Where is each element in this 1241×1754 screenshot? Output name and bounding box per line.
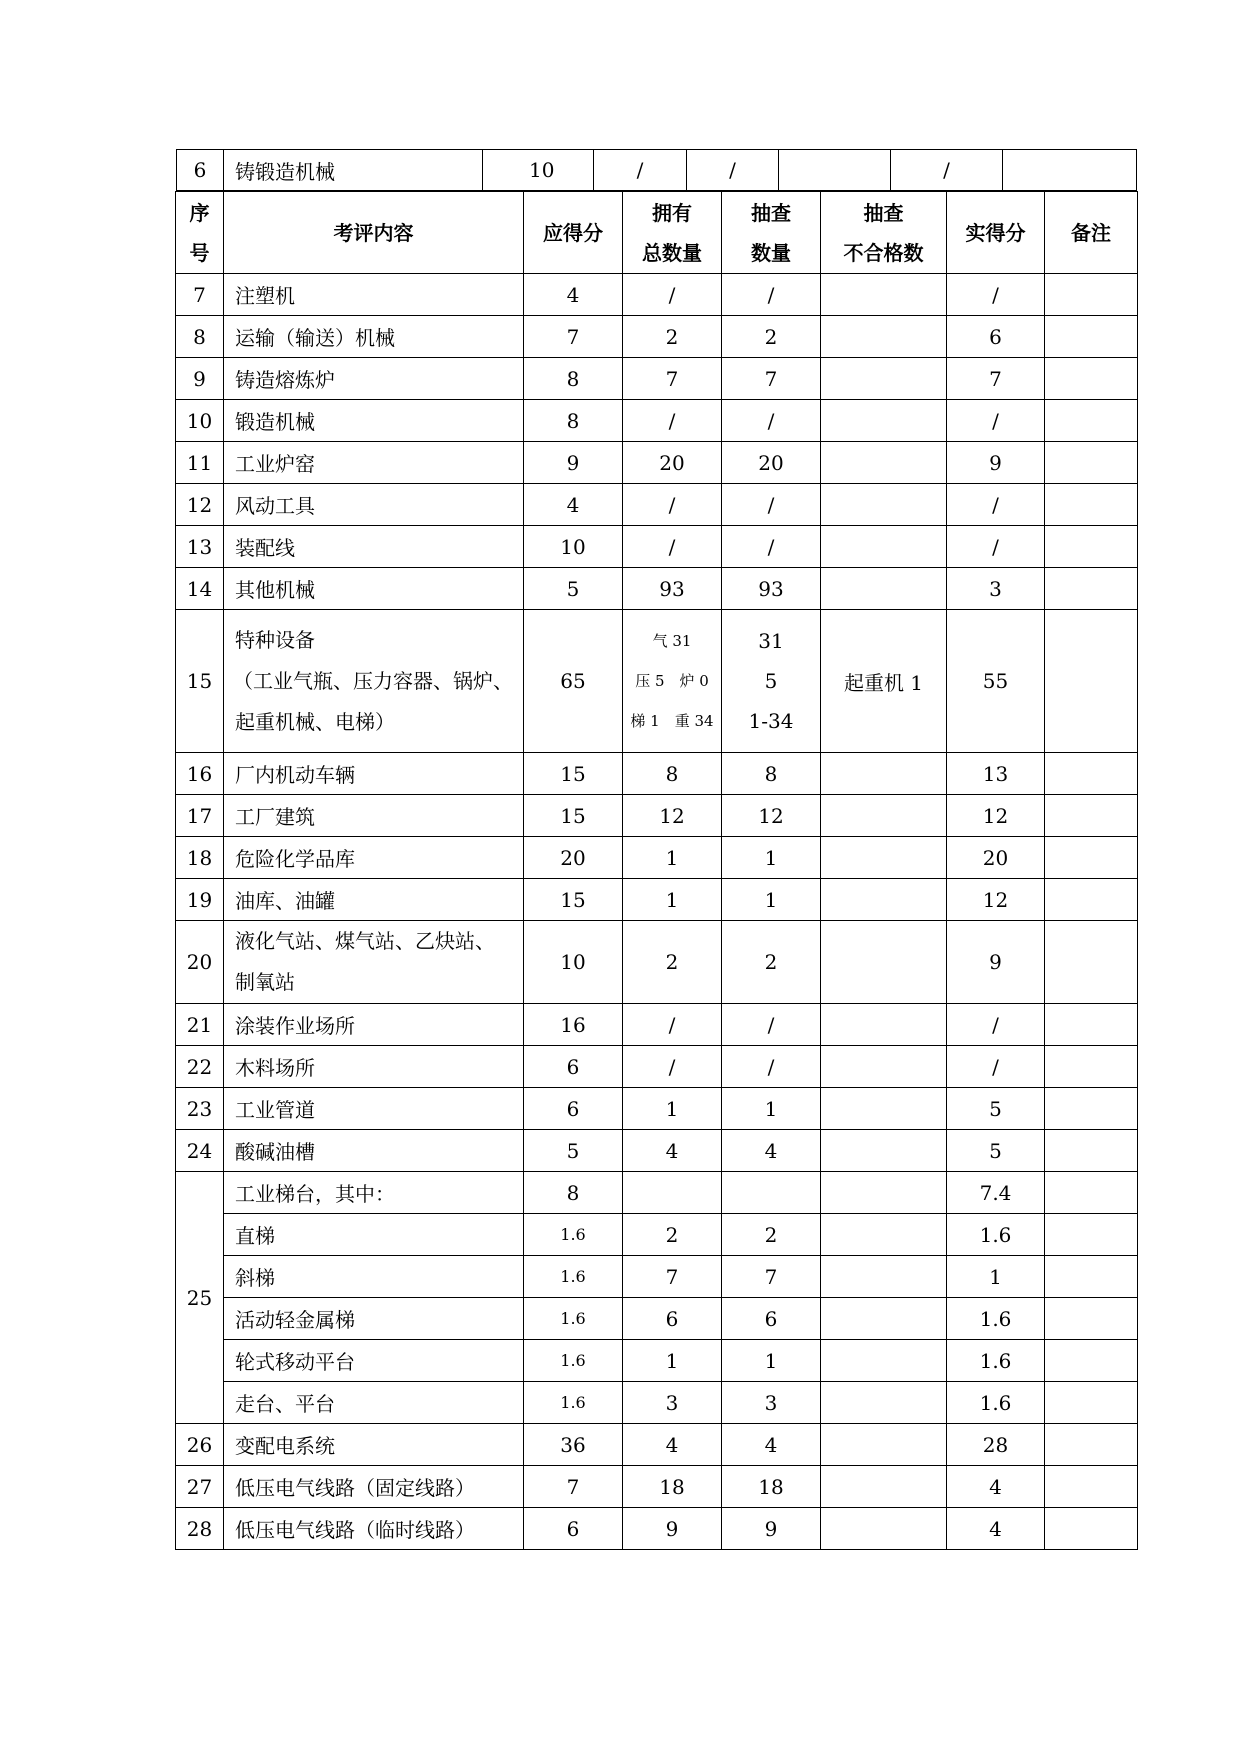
table-row <box>176 1466 1138 1508</box>
row-number: 25 <box>176 1172 224 1424</box>
check-line: 1-34 <box>748 709 794 733</box>
item-name: 危险化学品库 <box>224 837 524 879</box>
item-name: 工业梯台，其中： <box>224 1172 524 1214</box>
actual-cell: 12 <box>947 795 1045 837</box>
actual-cell: 3 <box>947 568 1045 610</box>
note-cell <box>1045 316 1138 358</box>
total-line: 压 5 炉 0 <box>635 672 709 690</box>
header-row <box>176 192 1138 274</box>
table-row <box>177 150 1137 191</box>
cell <box>1003 150 1137 191</box>
fail-cell <box>821 1508 947 1550</box>
check-cell: 8 <box>722 753 821 795</box>
fail-cell <box>821 1130 947 1172</box>
fail-cell <box>821 795 947 837</box>
score-cell: 1.6 <box>524 1382 623 1424</box>
fail-cell <box>821 1424 947 1466</box>
actual-cell: / <box>947 1004 1045 1046</box>
score-cell: 9 <box>524 442 623 484</box>
table-row <box>176 358 1138 400</box>
check-cell: 1 <box>722 1088 821 1130</box>
note-cell <box>1045 526 1138 568</box>
score-cell: 5 <box>524 568 623 610</box>
total-cell: 6 <box>623 1298 722 1340</box>
check-cell: 1 <box>722 879 821 921</box>
item-name: 其他机械 <box>224 568 524 610</box>
header-actual: 实得分 <box>947 192 1045 274</box>
note-cell <box>1045 1382 1138 1424</box>
score-cell: 16 <box>524 1004 623 1046</box>
table-row <box>176 753 1138 795</box>
check-cell: 2 <box>722 1214 821 1256</box>
check-cell: 9 <box>722 1508 821 1550</box>
table-row <box>176 1424 1138 1466</box>
note-cell <box>1045 1046 1138 1088</box>
table-row <box>176 316 1138 358</box>
total-line: 梯 1 重 34 <box>630 712 714 730</box>
row-number: 19 <box>176 879 224 921</box>
item-name: 木料场所 <box>224 1046 524 1088</box>
table-row <box>176 1340 1138 1382</box>
note-cell <box>1045 484 1138 526</box>
header-text: 不合格数 <box>843 240 924 265</box>
item-name: 变配电系统 <box>224 1424 524 1466</box>
item-name: 铸造熔炼炉 <box>224 358 524 400</box>
check-cell: 7 <box>722 358 821 400</box>
row-number: 10 <box>176 400 224 442</box>
check-cell: / <box>722 1004 821 1046</box>
note-cell <box>1045 358 1138 400</box>
item-name: 工业炉窑 <box>224 442 524 484</box>
check-cell <box>722 610 821 753</box>
score-cell: 8 <box>524 400 623 442</box>
item-name: 低压电气线路（固定线路） <box>224 1466 524 1508</box>
header-text: 抽查 <box>751 200 791 225</box>
fail-cell <box>821 1256 947 1298</box>
item-name: 油库、油罐 <box>224 879 524 921</box>
score-cell: 15 <box>524 795 623 837</box>
header-fail <box>821 192 947 274</box>
note-cell <box>1045 753 1138 795</box>
actual-cell: 28 <box>947 1424 1045 1466</box>
total-cell: 93 <box>623 568 722 610</box>
total-cell: 20 <box>623 442 722 484</box>
total-cell: 9 <box>623 1508 722 1550</box>
item-name: 风动工具 <box>224 484 524 526</box>
check-cell: / <box>722 526 821 568</box>
total-cell: / <box>623 274 722 316</box>
row-number: 13 <box>176 526 224 568</box>
item-line: 制氧站 <box>235 970 295 994</box>
header-total <box>623 192 722 274</box>
fail-cell <box>821 526 947 568</box>
row-number: 15 <box>176 610 224 753</box>
total-cell: 2 <box>623 921 722 1004</box>
item-name: 锻造机械 <box>224 400 524 442</box>
score-cell: 4 <box>524 484 623 526</box>
actual-cell: 12 <box>947 879 1045 921</box>
fail-cell <box>821 274 947 316</box>
score-cell: 1.6 <box>524 1214 623 1256</box>
check-cell: 4 <box>722 1424 821 1466</box>
fail-cell <box>821 1004 947 1046</box>
check-cell: 20 <box>722 442 821 484</box>
fail-cell <box>821 442 947 484</box>
note-cell <box>1045 1508 1138 1550</box>
row-number: 22 <box>176 1046 224 1088</box>
actual-cell: 20 <box>947 837 1045 879</box>
item-name: 低压电气线路（临时线路） <box>224 1508 524 1550</box>
row-number: 9 <box>176 358 224 400</box>
actual-cell: / <box>947 526 1045 568</box>
row-number: 11 <box>176 442 224 484</box>
table-row <box>176 568 1138 610</box>
row-number: 21 <box>176 1004 224 1046</box>
total-cell: / <box>623 400 722 442</box>
actual-cell: 1.6 <box>947 1298 1045 1340</box>
row-number: 6 <box>177 150 224 191</box>
fail-cell <box>821 879 947 921</box>
check-cell: 7 <box>722 1256 821 1298</box>
cell: / <box>594 150 687 191</box>
actual-cell: 5 <box>947 1088 1045 1130</box>
score-cell: 10 <box>524 921 623 1004</box>
total-cell: 18 <box>623 1466 722 1508</box>
fail-cell <box>821 1214 947 1256</box>
score-cell: 6 <box>524 1508 623 1550</box>
fail-cell <box>821 1466 947 1508</box>
item-line: 起重机械、电梯） <box>235 709 395 734</box>
table-row <box>176 795 1138 837</box>
fail-cell <box>821 400 947 442</box>
note-cell <box>1045 921 1138 1004</box>
fail-cell <box>821 1382 947 1424</box>
table-row <box>176 526 1138 568</box>
actual-cell: 6 <box>947 316 1045 358</box>
item-name <box>224 921 524 1004</box>
item-line: 液化气站、煤气站、乙炔站、 <box>235 929 495 953</box>
actual-cell: 5 <box>947 1130 1045 1172</box>
actual-cell: 1 <box>947 1256 1045 1298</box>
actual-cell: 4 <box>947 1466 1045 1508</box>
item-name: 斜梯 <box>224 1256 524 1298</box>
check-cell: 4 <box>722 1130 821 1172</box>
row-number: 8 <box>176 316 224 358</box>
header-check <box>722 192 821 274</box>
total-cell: 3 <box>623 1382 722 1424</box>
header-text: 号 <box>189 240 210 265</box>
table-row <box>176 1382 1138 1424</box>
item-name: 直梯 <box>224 1214 524 1256</box>
table-row <box>176 610 1138 753</box>
actual-cell: / <box>947 484 1045 526</box>
total-cell: 1 <box>623 1340 722 1382</box>
score-cell: 1.6 <box>524 1340 623 1382</box>
score-cell: 1.6 <box>524 1256 623 1298</box>
fail-cell <box>821 753 947 795</box>
actual-cell: / <box>947 400 1045 442</box>
note-cell <box>1045 274 1138 316</box>
header-note: 备注 <box>1045 192 1138 274</box>
fail-cell <box>821 484 947 526</box>
fail-cell <box>821 316 947 358</box>
table-row <box>176 274 1138 316</box>
score-cell: 7 <box>524 316 623 358</box>
note-cell <box>1045 610 1138 753</box>
note-cell <box>1045 1004 1138 1046</box>
check-cell <box>722 1172 821 1214</box>
fail-cell <box>821 1088 947 1130</box>
check-line: 5 <box>764 669 778 693</box>
header-content: 考评内容 <box>224 192 524 274</box>
fail-cell <box>821 1172 947 1214</box>
score-cell: 10 <box>524 526 623 568</box>
table-row <box>176 837 1138 879</box>
score-cell: 8 <box>524 358 623 400</box>
cell <box>779 150 891 191</box>
note-cell <box>1045 1298 1138 1340</box>
total-cell: 1 <box>623 879 722 921</box>
total-cell: 8 <box>623 753 722 795</box>
fail-cell <box>821 1340 947 1382</box>
actual-cell: 7.4 <box>947 1172 1045 1214</box>
row-number: 24 <box>176 1130 224 1172</box>
actual-cell: 55 <box>947 610 1045 753</box>
check-cell: 3 <box>722 1382 821 1424</box>
note-cell <box>1045 837 1138 879</box>
item-name: 运输（输送）机械 <box>224 316 524 358</box>
score-cell: 65 <box>524 610 623 753</box>
note-cell <box>1045 568 1138 610</box>
fail-cell: 起重机 1 <box>821 610 947 753</box>
total-cell: 7 <box>623 1256 722 1298</box>
note-cell <box>1045 1172 1138 1214</box>
total-cell: 1 <box>623 1088 722 1130</box>
note-cell <box>1045 1088 1138 1130</box>
row-number: 18 <box>176 837 224 879</box>
header-number <box>176 192 224 274</box>
item-name: 装配线 <box>224 526 524 568</box>
total-cell <box>623 1172 722 1214</box>
fail-cell <box>821 358 947 400</box>
actual-cell: 7 <box>947 358 1045 400</box>
score-cell: 4 <box>524 274 623 316</box>
item-line: （工业气瓶、压力容器、锅炉、 <box>233 668 513 693</box>
row-number: 23 <box>176 1088 224 1130</box>
check-cell: / <box>722 400 821 442</box>
row-number: 26 <box>176 1424 224 1466</box>
table-row <box>176 1046 1138 1088</box>
evaluation-table <box>175 191 1138 1550</box>
check-cell: / <box>722 484 821 526</box>
score-cell: 1.6 <box>524 1298 623 1340</box>
score-cell: 20 <box>524 837 623 879</box>
row-number: 28 <box>176 1508 224 1550</box>
check-line: 31 <box>758 629 784 653</box>
note-cell <box>1045 1214 1138 1256</box>
fail-cell <box>821 568 947 610</box>
total-cell: / <box>623 1046 722 1088</box>
header-text: 数量 <box>751 240 791 265</box>
score-cell: 5 <box>524 1130 623 1172</box>
total-cell: 4 <box>623 1130 722 1172</box>
item-name <box>224 610 524 753</box>
row-number: 7 <box>176 274 224 316</box>
note-cell <box>1045 1256 1138 1298</box>
row-number: 16 <box>176 753 224 795</box>
item-name: 酸碱油槽 <box>224 1130 524 1172</box>
total-cell: 12 <box>623 795 722 837</box>
header-text: 拥有 <box>652 200 692 225</box>
table-row <box>176 1088 1138 1130</box>
item-name: 工厂建筑 <box>224 795 524 837</box>
fail-cell <box>821 1046 947 1088</box>
note-cell <box>1045 400 1138 442</box>
check-cell: 12 <box>722 795 821 837</box>
check-cell: 2 <box>722 316 821 358</box>
table-row <box>176 1508 1138 1550</box>
score-cell: 15 <box>524 879 623 921</box>
row-number: 17 <box>176 795 224 837</box>
total-cell: 2 <box>623 316 722 358</box>
item-name: 涂装作业场所 <box>224 1004 524 1046</box>
fail-cell <box>821 921 947 1004</box>
row-number: 12 <box>176 484 224 526</box>
item-name: 注塑机 <box>224 274 524 316</box>
header-text: 总数量 <box>642 240 702 265</box>
total-cell: 4 <box>623 1424 722 1466</box>
actual-cell: 1.6 <box>947 1382 1045 1424</box>
item-name: 轮式移动平台 <box>224 1340 524 1382</box>
note-cell <box>1045 879 1138 921</box>
score-cell: 8 <box>524 1172 623 1214</box>
actual-cell: / <box>947 274 1045 316</box>
total-cell: 2 <box>623 1214 722 1256</box>
actual-cell: 1.6 <box>947 1214 1045 1256</box>
check-cell: 1 <box>722 837 821 879</box>
item-name: 走台、平台 <box>224 1382 524 1424</box>
actual-cell: 9 <box>947 442 1045 484</box>
score-cell: 36 <box>524 1424 623 1466</box>
table-row <box>176 1214 1138 1256</box>
row-number: 27 <box>176 1466 224 1508</box>
note-cell <box>1045 1130 1138 1172</box>
item-name: 铸锻造机械 <box>224 150 483 191</box>
note-cell <box>1045 442 1138 484</box>
table-row <box>176 400 1138 442</box>
table-row <box>176 1298 1138 1340</box>
total-cell <box>623 610 722 753</box>
header-score: 应得分 <box>524 192 623 274</box>
score-cell: 7 <box>524 1466 623 1508</box>
header-text: 抽查 <box>863 200 904 225</box>
note-cell <box>1045 1424 1138 1466</box>
header-text: 序 <box>189 200 210 225</box>
row-number: 20 <box>176 921 224 1004</box>
table-row <box>176 879 1138 921</box>
actual-cell: / <box>947 1046 1045 1088</box>
item-name: 厂内机动车辆 <box>224 753 524 795</box>
check-cell: 93 <box>722 568 821 610</box>
table-row <box>176 921 1138 1004</box>
total-cell: / <box>623 526 722 568</box>
row-number: 14 <box>176 568 224 610</box>
check-cell: 6 <box>722 1298 821 1340</box>
score-cell: 6 <box>524 1046 623 1088</box>
top-row-table <box>176 149 1137 191</box>
table-row <box>176 1004 1138 1046</box>
total-cell: 7 <box>623 358 722 400</box>
actual-cell: 13 <box>947 753 1045 795</box>
actual-cell: 9 <box>947 921 1045 1004</box>
score-cell: 6 <box>524 1088 623 1130</box>
fail-cell <box>821 837 947 879</box>
check-cell: / <box>722 1046 821 1088</box>
check-cell: 18 <box>722 1466 821 1508</box>
total-cell: 1 <box>623 837 722 879</box>
check-cell: 2 <box>722 921 821 1004</box>
score-cell: 15 <box>524 753 623 795</box>
item-line: 特种设备 <box>235 627 315 652</box>
item-name: 活动轻金属梯 <box>224 1298 524 1340</box>
table-row <box>176 1130 1138 1172</box>
note-cell <box>1045 1340 1138 1382</box>
table-row <box>176 442 1138 484</box>
table-row <box>176 1256 1138 1298</box>
note-cell <box>1045 1466 1138 1508</box>
score-cell: 10 <box>483 150 594 191</box>
check-cell: 1 <box>722 1340 821 1382</box>
fail-cell <box>821 1298 947 1340</box>
table-row <box>176 1172 1138 1214</box>
total-line: 气 31 <box>652 632 692 650</box>
item-name: 工业管道 <box>224 1088 524 1130</box>
check-cell: / <box>722 274 821 316</box>
note-cell <box>1045 795 1138 837</box>
actual-cell: 4 <box>947 1508 1045 1550</box>
total-cell: / <box>623 1004 722 1046</box>
actual-cell: 1.6 <box>947 1340 1045 1382</box>
cell: / <box>891 150 1003 191</box>
total-cell: / <box>623 484 722 526</box>
table-row <box>176 484 1138 526</box>
cell: / <box>687 150 779 191</box>
